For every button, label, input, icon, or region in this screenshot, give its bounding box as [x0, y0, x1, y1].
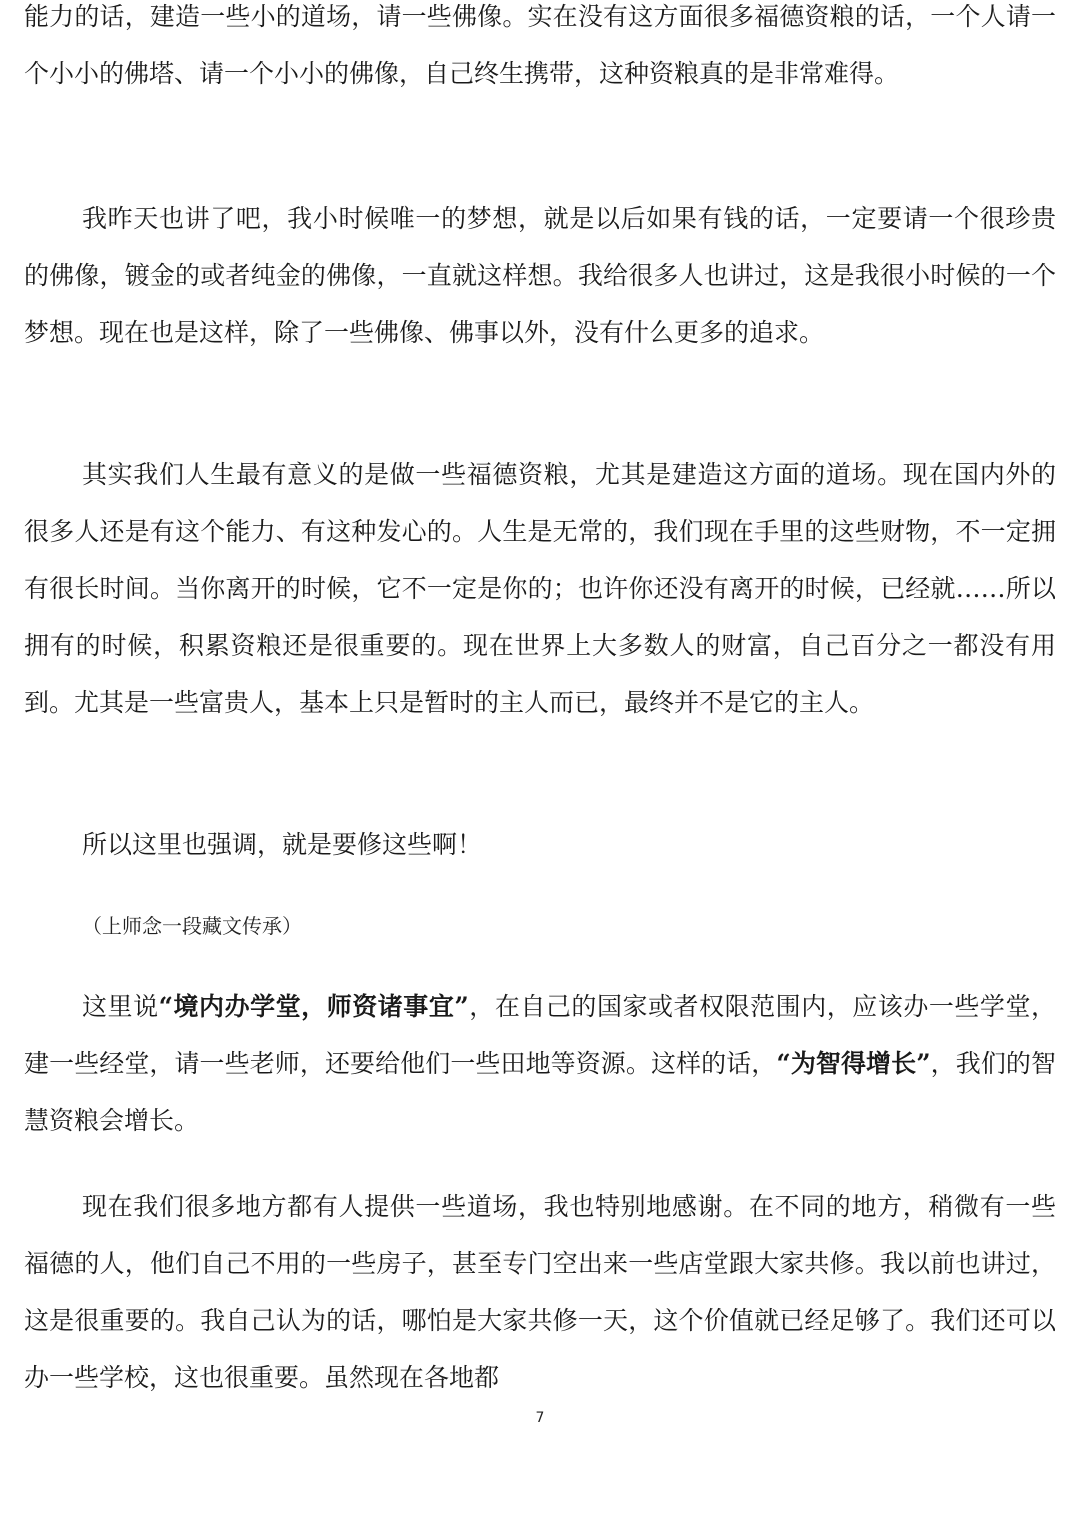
paragraph-6: 现在我们很多地方都有人提供一些道场，我也特别地感谢。在不同的地方，稍微有一些福德的人，他们自己不用的一些房子，甚至专门空出来一些店堂跟大家共修。我以前也讲过，这是很重要的。我自己认为的话，哪怕是大家共修一天，这个价值就已经足够了。我们还可以办一些学校，这也很重要。虽然现在各地都 [24, 1192, 1056, 1392]
paragraph-5-text-b: ，在自己的国家或者权限范围内，应该办一些学堂，建一些经堂，请一些老师，还要给他们一些田地等资源。这样的话， [24, 992, 1056, 1078]
paragraph-5 [24, 978, 1056, 1149]
verse-quote-2: “为智得增长” [776, 1049, 931, 1078]
paragraph-2: 我昨天也讲了吧，我小时候唯一的梦想，就是以后如果有钱的话，一定要请一个很珍贵的佛像，镀金的或者纯金的佛像，一直就这样想。我给很多人也讲过，这是我很小时候的一个梦想。现在也是这样，除了一些佛像、佛事以外，没有什么更多的追求。 [24, 204, 1056, 347]
paragraph-5-text-a: 这里说 [82, 992, 159, 1021]
page-number: 7 [535, 1410, 545, 1426]
paragraph-1: 能力的话，建造一些小的道场，请一些佛像。实在没有这方面很多福德资粮的话，一个人请一个小小的佛塔、请一个小小的佛像，自己终生携带，这种资粮真的是非常难得。 [24, 2, 1056, 88]
paragraph-5-text-c: ，我们的智慧资粮会增长。 [24, 1049, 1056, 1135]
verse-quote-1: “境内办学堂，师资诸事宜” [158, 992, 469, 1021]
paragraph-3: 其实我们人生最有意义的是做一些福德资粮，尤其是建造这方面的道场。现在国内外的很多人还是有这个能力、有这种发心的。人生是无常的，我们现在手里的这些财物，不一定拥有很长时间。当你离开的时候，它不一定是你的；也许你还没有离开的时候，已经就……所以拥有的时候，积累资粮还是很重要的。现在世界上大多数人的财富，自己百分之一都没有用到。尤其是一些富贵人，基本上只是暂时的主人而已，最终并不是它的主人。 [24, 460, 1056, 717]
parenthetical-note: （上师念一段藏文传承） [82, 914, 302, 938]
paragraph-4: 所以这里也强调，就是要修这些啊！ [82, 830, 483, 859]
